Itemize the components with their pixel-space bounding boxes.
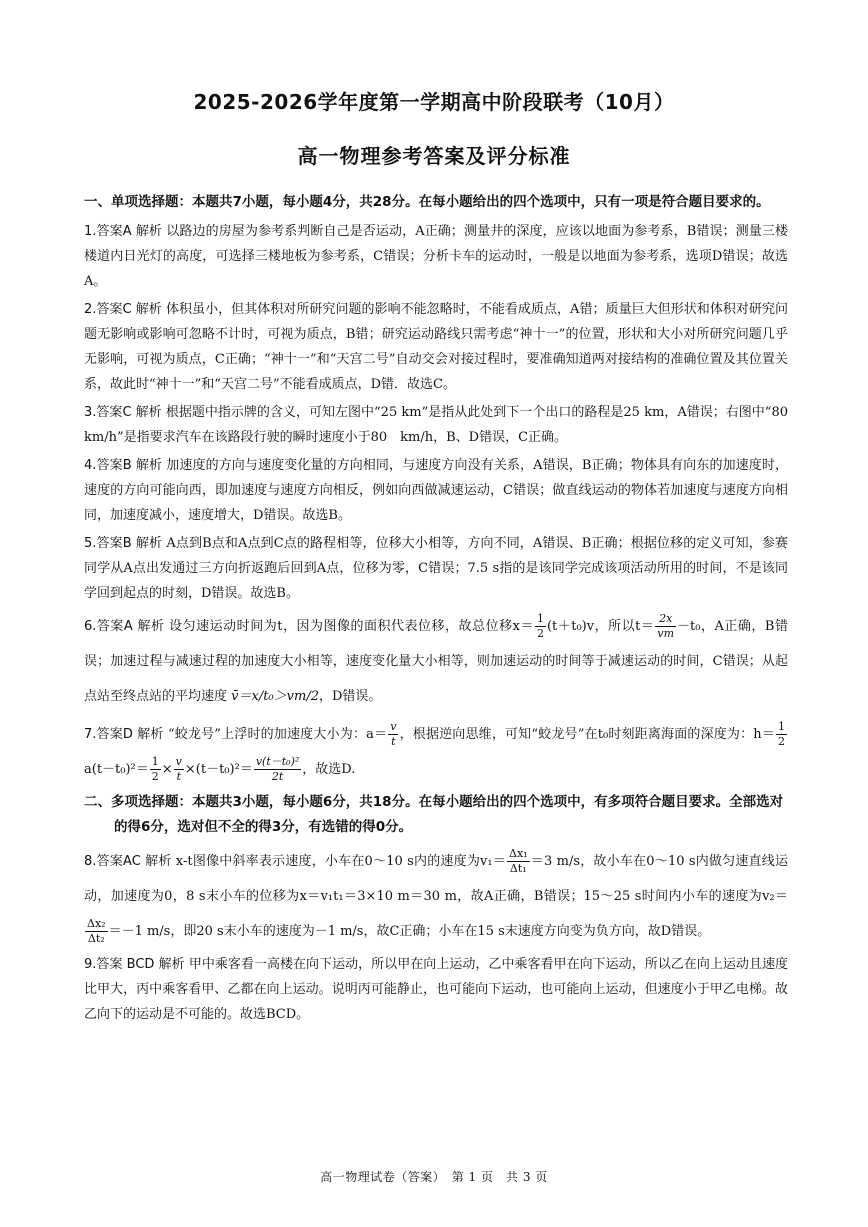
q2-text: 体积虽小，但其体积对所研究问题的影响不能忽略时，不能看成质点，A错；质量巨大但形状和体积对研究问题无影响或影响可忽略不计时，可视为质点，B错；研究运动路线只需考虑“神十一”的位置，形状和大小对所研究问题几乎无影响，可视为质点，C正确；“神十一”和“天宫二号”自动交会对接过程时，要准确知道两对接结构的准确位置及其位置关系，故此时“神十一”和“天宫二号”不能看成质点，D错．故选C。 (84, 302, 788, 392)
q7-text-5: ×(t－t₀)²＝ (184, 762, 253, 777)
q1-text: 以路边的房屋为参考系判断自己是否运动，A正确；测量井的深度，应该以地面为参考系，B错误；测量三楼楼道内日光灯的高度，可选择三楼地板为参考系，C错误；分析卡车的运动时，一般是以地面为参考系，选项D错误；故选A。 (84, 224, 788, 289)
exam-title: 2025-2026学年度第一学期高中阶段联考（10月） (193, 90, 675, 114)
q3-label: 3.答案C 解析 (84, 405, 162, 420)
q7-text-2: ，根据逆向思维，可知“蛟龙号”在t₀时刻距离海面的深度为：h＝ (399, 727, 776, 742)
q8-label: 8.答案AC 解析 (84, 854, 172, 869)
q7-fraction-v-t-2: $\frac{v}{t}$ (175, 755, 182, 783)
answer-q3 (84, 400, 801, 450)
q7-text-1: “蛟龙号”上浮时的加速度大小为：a＝ (167, 727, 388, 742)
q2-label: 2.答案C 解析 (84, 302, 162, 317)
q3-text: 根据题中指示牌的含义，可知左图中“25 km”是指从此处到下一个出口的路程是25 km，A错误；右图中“80 km/h”是指要求汽车在该路段行驶的瞬时速度小于80 km/h，B、D错误，C正确。 (84, 405, 801, 445)
answer-q5 (84, 531, 788, 606)
q5-label: 5.答案B 解析 (84, 536, 163, 551)
q4-text: 加速度的方向与速度变化量的方向相同，与速度方向没有关系，A错误，B正确；物体具有向东的加速度时，速度的方向可能向西，即加速度与速度方向相反，例如向西做减速运动，C错误；做直线运动的物体若加速度与速度方向相同，加速度减小，速度增大，D错误。故选B。 (84, 458, 788, 523)
q9-text: 甲中乘客看一高楼在向下运动，所以甲在向上运动，乙中乘客看甲在向下运动，所以乙在向上运动且速度比甲大，丙中乘客看甲、乙都在向上运动。说明丙可能静止，也可能向下运动，也可能向上运动，但速度小于甲乙电梯。故乙向下的运动是不可能的。故选BCD。 (84, 957, 788, 1022)
q7-text-4: × (161, 762, 173, 777)
answer-q2 (84, 297, 788, 397)
q6-text-4: －t₀，A正确，B错误；加速过程与减速过程的加速度大小相等，速度变化量大小相等，则加速运动的时间等于减速运动的时间，C错误；从起点站至终点站的平均速度 (84, 619, 788, 704)
page-footer: 高一物理试卷（答案） 第 1 页 共 3 页 (320, 1170, 548, 1184)
section-2-heading: 二、多项选择题：本题共3小题，每小题6分，共18分。在每小题给出的四个选项中，有多项符合题目要求。全部选对的得6分，选对但不全的得3分，有选错的得0分。 (84, 794, 784, 835)
answer-q7 (84, 717, 788, 787)
q7-text-3: a(t－t₀)²＝ (84, 762, 149, 777)
q1-label: 1.答案A 解析 (84, 224, 163, 239)
q8-text-2: ＝3 m/s，故小车在0～10 s内做匀速直线运动，加速度为0，8 s末小车的位移为x＝v₁t₁＝3×10 m＝30 m，故A正确，B错误；15～25 s时间内小车的速度为v₂＝ (84, 854, 788, 904)
q6-average-velocity: v̄＝x/t₀＞vm/2 (231, 689, 319, 704)
q5-text: A点到B点和A点到C点的路程相等，位移大小相等，方向不同，A错误、B正确；根据位移的定义可知，参赛同学从A点出发通过三方向折返跑后回到A点，位移为零，C错误；7.5 s指的是该同学完成该项活动所用的时间，不是该同学回到起点的时刻，D错误。故选B。 (84, 536, 788, 601)
q7-fraction-half-2: $\frac{1}{2}$ (151, 755, 159, 783)
section-1-heading: 一、单项选择题：本题共7小题，每小题4分，共28分。在每小题给出的四个选项中，只有一项是符合题目要求的。 (84, 194, 770, 210)
q8-text-3: ＝－1 m/s，即20 s末小车的速度为－1 m/s，故C正确；小车在15 s末速度方向变为负方向，故D错误。 (108, 924, 711, 939)
q6-fraction-2x-vm: $\frac{2x}{vm}$ (657, 612, 675, 640)
q6-text-5: ，D错误。 (318, 689, 382, 704)
q7-fraction-half-1: $\frac{1}{2}$ (778, 720, 786, 748)
q8-fraction-v2: $\frac{\text{Δx₂}}{\text{Δt₂}}$ (87, 917, 106, 945)
q7-text-6: ，故选D. (302, 762, 356, 777)
answer-q4 (84, 453, 788, 528)
q9-label: 9.答案 BCD 解析 (84, 957, 185, 972)
answer-q8 (84, 844, 788, 949)
answer-q9 (84, 952, 788, 1027)
q7-label: 7.答案D 解析 (84, 727, 164, 742)
answer-content (84, 190, 801, 1030)
q6-fraction-half: $\frac{1}{2}$ (536, 612, 544, 640)
answer-q6 (84, 609, 788, 714)
document-subtitle: 高一物理参考答案及评分标准 (297, 144, 571, 168)
q7-fraction-depth: $\frac{\text{v(t－t₀)²}}{2t}$ (255, 755, 300, 783)
q4-label: 4.答案B 解析 (84, 458, 163, 473)
q8-fraction-v1: $\frac{\text{Δx₁}}{\text{Δt₁}}$ (509, 847, 528, 875)
answer-q1 (84, 219, 788, 294)
q6-label: 6.答案A 解析 (84, 619, 165, 634)
q6-text-3: ，所以t＝ (594, 619, 655, 634)
q6-text-1: 设匀速运动时间为t，因为图像的面积代表位移，故总位移x＝ (169, 619, 534, 634)
q7-fraction-v-t: $\frac{v}{t}$ (390, 720, 397, 748)
q8-text-1: x-t图像中斜率表示速度，小车在0～10 s内的速度为v₁＝ (175, 854, 507, 869)
q6-text-2: (t＋t₀)v (546, 619, 595, 634)
